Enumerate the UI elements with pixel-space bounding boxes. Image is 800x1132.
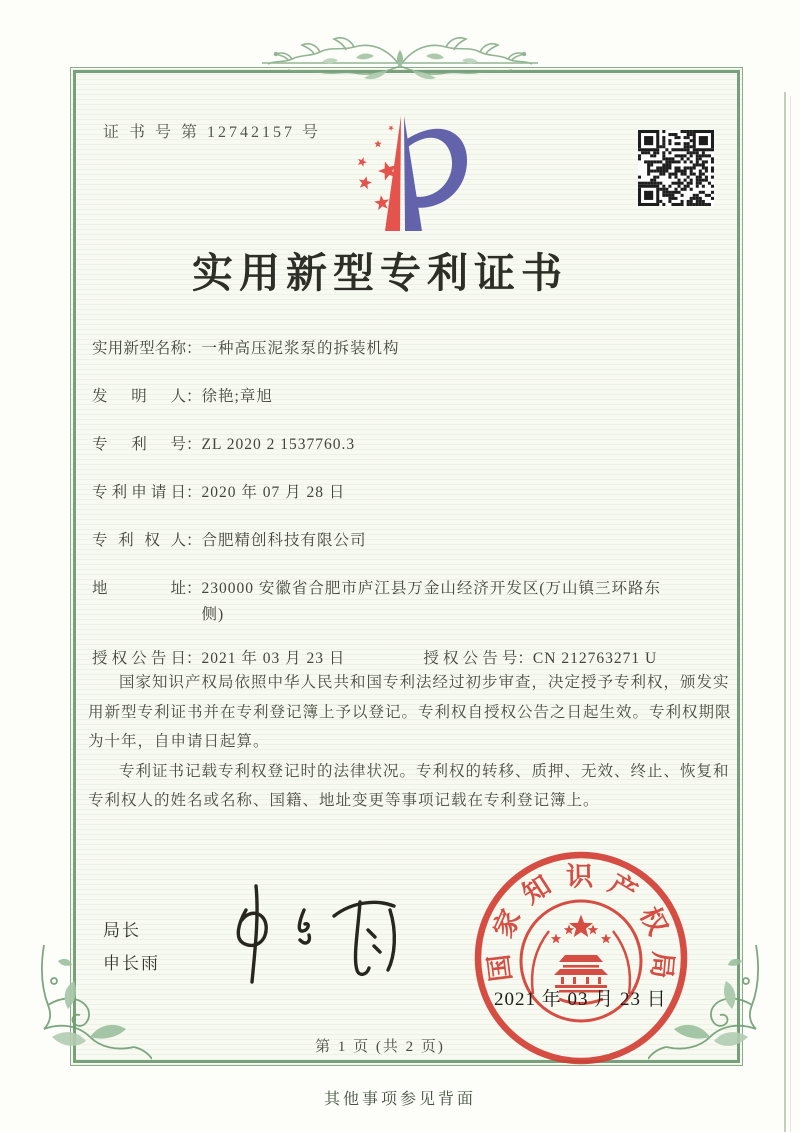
svg-text:局: 局 <box>645 950 679 980</box>
svg-text:国: 国 <box>483 952 518 984</box>
field-label: 实用新型名称 <box>92 340 186 357</box>
certificate-title: 实用新型专利证书 <box>192 250 568 296</box>
top-border-ornament-icon <box>262 26 538 96</box>
field-value: 徐艳;章旭 <box>201 388 273 405</box>
certificate-fields <box>92 336 742 672</box>
scan-edge-line <box>784 92 786 1132</box>
page-number: 第 1 页 (共 2 页) <box>315 1039 445 1055</box>
svg-text:知: 知 <box>517 869 557 911</box>
field-row-address: 地址 ： 230000 安徽省合肥市庐江县万金山经济开发区(万山镇三环路东侧) <box>92 576 742 628</box>
field-value: 合肥精创科技有限公司 <box>201 532 367 549</box>
legal-paragraphs <box>88 668 740 816</box>
field-value: 230000 安徽省合肥市庐江县万金山经济开发区(万山镇三环路东侧) <box>201 580 662 623</box>
field-label: 专利号 <box>92 436 186 453</box>
back-note: 其他事项参见背面 <box>323 1089 476 1108</box>
field-value: 2020 年 07 月 28 日 <box>201 484 346 501</box>
field-row-inventor: 发明人 ： 徐艳;章旭 <box>92 384 742 410</box>
field-row-name: 实用新型名称 ： 一种高压泥浆泵的拆装机构 <box>92 336 742 362</box>
svg-text:识: 识 <box>565 861 594 893</box>
signer-name: 申长雨 <box>103 954 160 973</box>
grant-date-value: 2021 年 03 月 23 日 <box>201 650 346 667</box>
svg-text:权: 权 <box>633 902 674 941</box>
field-label: 地址 <box>92 580 186 597</box>
field-row-patent-number: 专利号 ： ZL 2020 2 1537760.3 <box>92 432 742 458</box>
field-row-patentee: 专利权人 ： 合肥精创科技有限公司 <box>92 528 742 554</box>
qr-code <box>638 130 714 206</box>
field-label: 专利申请日 <box>92 484 186 501</box>
scan-edge-line-2 <box>790 96 791 1132</box>
seal-date: 2021 年 03 月 23 日 <box>494 989 667 1010</box>
field-label: 发明人 <box>92 388 186 405</box>
field-row-grant: 授权公告日 ： 2021 年 03 月 23 日 授权公告号 ： CN 212763271 U <box>92 646 742 672</box>
grant-number-label: 授权公告号 <box>423 650 518 667</box>
field-value: ZL 2020 2 1537760.3 <box>201 436 356 453</box>
legal-paragraph-1: 国家知识产权局依照中华人民共和国专利法经过初步审查，决定授予专利权，颁发实用新型专利证书并在专利登记簿上予以登记。专利权自授权公告之日起生效。专利权期限为十年，自申请日起算。 <box>88 673 732 750</box>
cnipa-logo-icon <box>338 113 470 235</box>
director-signature <box>212 880 422 995</box>
field-label: 专利权人 <box>92 532 186 549</box>
field-row-filing-date: 专利申请日 ： 2020 年 07 月 28 日 <box>92 480 742 506</box>
signer-title: 局长 <box>103 921 141 940</box>
field-value: 一种高压泥浆泵的拆装机构 <box>201 340 400 357</box>
grant-number-value: CN 212763271 U <box>532 650 658 667</box>
certificate-number: 证 书 号 第 12742157 号 <box>103 124 322 141</box>
legal-paragraph-2: 专利证书记载专利权登记时的法律状况。专利权的转移、质押、无效、终止、恢复和专利权人的姓名或名称、国籍、地址变更等事项记载在专利登记簿上。 <box>88 761 730 809</box>
svg-text:产: 产 <box>603 868 643 909</box>
signer-block <box>103 914 160 980</box>
svg-text:家: 家 <box>487 905 528 943</box>
grant-date-label: 授权公告日 <box>92 650 186 667</box>
